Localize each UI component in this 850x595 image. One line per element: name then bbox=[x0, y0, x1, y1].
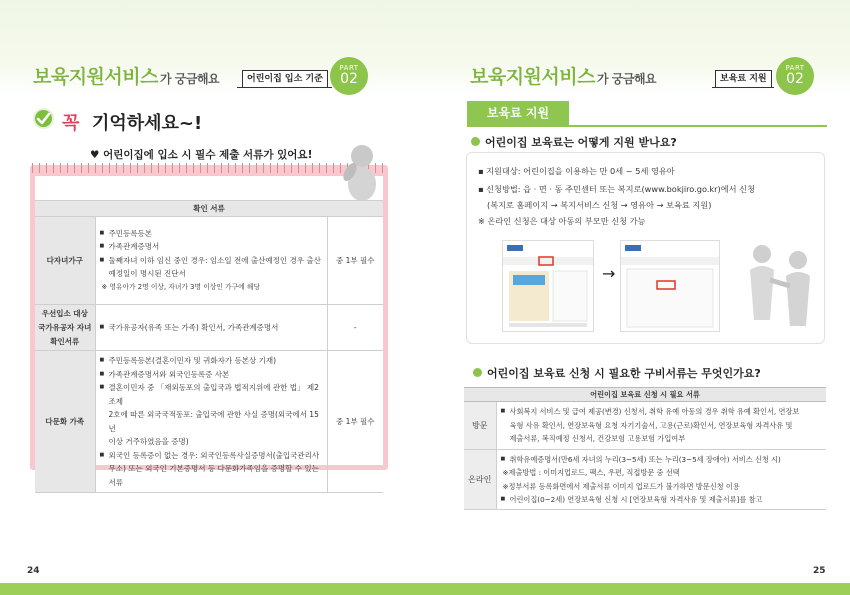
right-page-title: 보육지원서비스 가 궁금해요 bbox=[470, 66, 657, 88]
list-item: 제출서류, 복직예정 신청서, 건강보험 고용보험 가입여부 bbox=[509, 434, 686, 444]
list-item: 2호에 따른 외국국적동포: 출입국에 관한 사실 증명(외국에서 15년 bbox=[108, 410, 319, 433]
info-line: (복지로 홈페이지 → 복지서비스 신청 → 영유아 → 보육료 지원) bbox=[487, 200, 712, 210]
left-part-badge: PART 02 bbox=[330, 57, 368, 95]
list-item: ■ 국가유공자(유족 또는 가족) 확인서, 가족관계증명서 bbox=[100, 321, 323, 335]
list-item: ※제출방법 : 이미지업로드, 팩스, 우편, 직접방문 중 선택 bbox=[502, 468, 680, 477]
website-screenshot-1 bbox=[502, 240, 594, 332]
row-category: 다문화 가족 bbox=[35, 351, 95, 493]
row-category: 우선입소 대상 국가유공자 자녀 확인서류 bbox=[35, 305, 95, 351]
list-note: ※ 영유아가 2명 이상, 자녀가 3명 이상인 가구에 해당 bbox=[101, 282, 261, 291]
table-header: 어린이집 보육료 신청 시 필요 서류 bbox=[464, 388, 826, 402]
table-header: 확인 서류 bbox=[35, 201, 383, 217]
list-item: 예정일이 명시된 진단서 bbox=[108, 269, 186, 279]
check-icon bbox=[33, 108, 54, 129]
table-row bbox=[35, 351, 383, 493]
row-category: 다자녀가구 bbox=[35, 217, 95, 305]
row-category: 방문 bbox=[464, 402, 496, 450]
list-item: ■ 주민등록등본 bbox=[100, 227, 323, 241]
page-number-right: 25 bbox=[813, 566, 826, 576]
bullet-dot-icon bbox=[473, 368, 482, 377]
list-item: ■ 가족관계증명서와 외국인등록증 사본 bbox=[100, 368, 323, 382]
table-row bbox=[464, 450, 826, 510]
helping-figures-icon bbox=[740, 240, 820, 335]
required-documents-table bbox=[35, 200, 383, 493]
list-item: ※정부서류 등록화면에서 제출서류 이미지 업로드가 불가하면 방문신청 이용 bbox=[502, 481, 740, 491]
section-tab: 보육료 지원 bbox=[467, 101, 569, 125]
list-item: ■ 어린이집(0~2세) 연장보육형 신청 시 [연장보육형 자격사유 및 제출서류]를 참고 bbox=[501, 493, 823, 507]
remember-heading: 꼭 기억하세요~! bbox=[62, 113, 203, 134]
info-line: ※ 온라인 신청은 대상 아동의 부모만 신청 가능 bbox=[478, 216, 646, 226]
website-screenshot-2 bbox=[620, 240, 720, 332]
question-1: 어린이집 보육료는 어떻게 지원 받나요? bbox=[471, 134, 677, 150]
info-line: ▪ 지원대상: 어린이집을 이용하는 만 0세 ~ 5세 영유아 bbox=[478, 166, 675, 176]
list-item: 육형 사유 확인서, 연장보육형 요청 자기기술서, 고용(근로)확인서, 연장보육형 자격사유 및 bbox=[509, 420, 793, 430]
list-item: 무소) 또는 외국인 기본증명서 등 다문화가족임을 증명할 수 있는 bbox=[108, 464, 319, 473]
right-header-label: 보육료 지원 bbox=[715, 70, 772, 87]
thinking-figure-icon bbox=[336, 142, 388, 202]
right-header-rule bbox=[712, 87, 774, 88]
table-row bbox=[35, 217, 383, 305]
bullet-dot-icon bbox=[471, 137, 480, 146]
list-item: ■ 외국인 등록증이 없는 경우: 외국인등록사실증명서(출입국관리사 bbox=[100, 449, 323, 463]
list-item: ■ 가족관계증명서 bbox=[100, 240, 323, 254]
notebook-rings bbox=[32, 163, 386, 173]
row-note: - bbox=[327, 305, 383, 351]
row-category: 온라인 bbox=[464, 450, 496, 510]
right-part-badge: PART 02 bbox=[776, 57, 814, 95]
table-row bbox=[35, 305, 383, 351]
list-item: 서류 bbox=[108, 477, 123, 487]
list-item: ■ 주민등록등본(결혼이민자 및 귀화자가 등본상 기재) bbox=[100, 354, 323, 368]
list-item: ■ 사회복지 서비스 및 급여 제공(변경) 신청서, 취학 유예 아동의 경우 취학 유예 확인서, 연장보 bbox=[501, 405, 823, 419]
list-item: 이상 거주하였음을 증명) bbox=[108, 437, 189, 446]
list-item: ■ 둘째자녀 이하 임신 중인 경우: 임소일 전에 출산예정인 경우 출산 bbox=[100, 254, 323, 268]
footer-bar bbox=[0, 583, 850, 595]
question-2: 어린이집 보육료 신청 시 필요한 구비서류는 무엇인가요? bbox=[473, 365, 761, 381]
left-page-title: 보육지원서비스 가 궁금해요 bbox=[33, 66, 220, 88]
arrow-right-icon: → bbox=[602, 264, 616, 283]
page-number-left: 24 bbox=[27, 566, 40, 576]
table-row bbox=[464, 402, 826, 450]
left-header-label: 어린이집 입소 기준 bbox=[242, 70, 328, 87]
application-documents-table bbox=[464, 387, 826, 510]
left-header-rule bbox=[237, 87, 332, 88]
info-line: ▪ 신청방법: 읍 · 면 · 동 주민센터 또는 복지로(www.bokjiro.go.kr)에서 신청 bbox=[478, 184, 755, 194]
list-item: ■ 결혼이민자 중 「재외동포의 출입국과 법적지위에 관한 법」 제2조제 bbox=[100, 381, 323, 408]
section-rule bbox=[467, 125, 827, 127]
row-note: 중 1부 필수 bbox=[327, 217, 383, 305]
row-note: 중 1부 필수 bbox=[327, 351, 383, 493]
must-submit-heading: ♥ 어린이집에 입소 시 필수 제출 서류가 있어요! bbox=[90, 149, 313, 161]
list-item: ■ 취학유예증명서(만6세 자녀의 누리(3~5세) 또는 누리(3~5세 장애아) 서비스 신청 시) bbox=[501, 453, 823, 467]
